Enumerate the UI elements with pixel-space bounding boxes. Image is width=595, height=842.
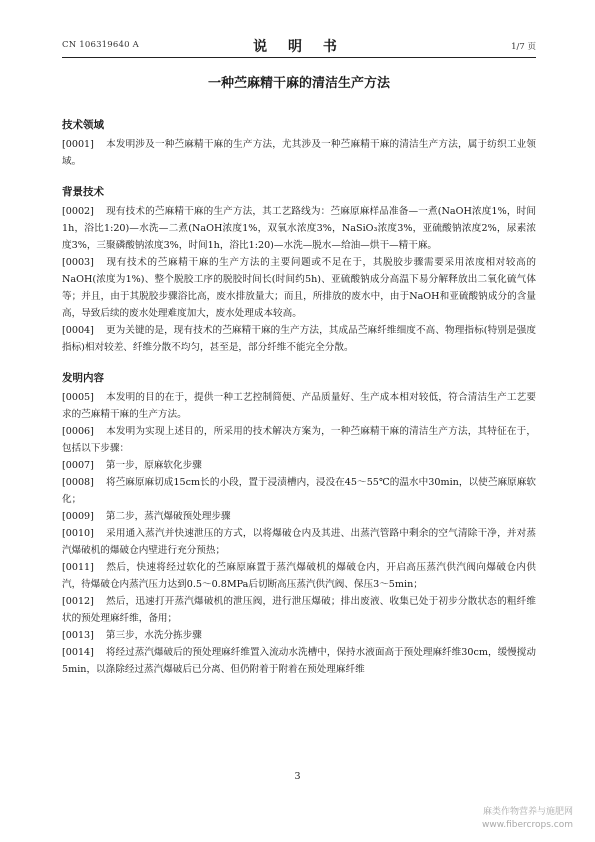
paragraph-number: [0013] [62,630,94,641]
paragraph [62,627,536,644]
paragraph-text: 更为关键的是，现有技术的苎麻精干麻的生产方法，其成品苎麻纤维细度不高、物理指标(特别是强度指标)相对较差、纤维分散不均匀，甚至是，部分纤维不能完全分散。 [62,325,536,353]
document-title: 一种苎麻精干麻的清洁生产方法 [207,76,390,91]
watermark-name: 麻类作物营养与施肥网 [482,807,573,817]
paragraph-number: [0005] [62,392,94,403]
paragraph-text: 第二步，蒸汽爆破预处理步骤 [105,511,231,522]
paragraph-number: [0004] [62,325,94,336]
paragraph-number: [0006] [62,426,94,437]
paragraph [62,136,536,170]
document-number: CN 106319640 A [62,40,139,50]
paragraph-number: [0008] [62,477,94,488]
watermark [482,806,573,832]
page-number: 3 [294,771,301,782]
paragraph [62,525,536,559]
paragraph [62,254,536,322]
paragraph-number: [0007] [62,460,94,471]
header-divider [62,57,536,58]
document-type: 说 明 书 [253,39,345,55]
paragraph [62,322,536,356]
section-heading: 发明内容 [62,372,104,384]
section-heading: 背景技术 [62,186,104,198]
paragraph-text: 将苎麻原麻切成15cm长的小段，置于浸渍槽内，浸没在45～55℃的温水中30min，以使苎麻原麻软化； [62,477,536,505]
paragraph [62,644,536,678]
watermark-url: www.fibercrops.com [482,820,573,830]
paragraph [62,559,536,593]
paragraph [62,423,536,457]
paragraph-text: 现有技术的苎麻精干麻的生产方法，其工艺路线为：苎麻原麻样品准备—一煮(NaOH浓度1%，时间1h，浴比1:20)—水洗—二煮(NaOH浓度1%，双氧水浓度3%，NaSiO₃浓度3%，亚硫酸钠浓度2%，尿素浓度3%，三聚磷酸钠浓度3%，时间1h，浴比1:20)—水洗—脱水—给油—烘干—精干麻。 [62,206,536,251]
paragraph-number: [0001] [62,139,94,150]
paragraph-text: 第三步，水洗分拣步骤 [105,630,202,641]
paragraph [62,508,536,525]
paragraph-number: [0012] [62,596,94,607]
paragraph-number: [0009] [62,511,94,522]
paragraph-text: 第一步，原麻软化步骤 [105,460,202,471]
paragraph [62,474,536,508]
paragraph-text: 现有技术的苎麻精干麻的生产方法的主要问题或不足在于，其脱胶步骤需要采用浓度相对较高的NaOH(浓度为1%)、整个脱胶工序的脱胶时间长(时间约5h)、亚硫酸钠成分高温下易分解释放出二氧化硫气体等；并且，由于其脱胶步骤浴比高，废水排放量大；而且，所排放的废水中，由于NaOH和亚硫酸钠成分的含量高，导致后续的废水处理难度加大，废水处理成本较高。 [62,257,536,319]
paragraph-text: 采用通入蒸汽并快速泄压的方式，以将爆破仓内及其进、出蒸汽管路中剩余的空气清除干净，并对蒸汽爆破机的爆破仓内壁进行充分预热； [62,528,536,556]
paragraph-number: [0014] [62,647,94,658]
paragraph-text: 本发明为实现上述目的，所采用的技术解决方案为，一种苎麻精干麻的清洁生产方法，其特征在于，包括以下步骤： [62,426,536,454]
page-header [62,38,536,54]
paragraph [62,457,536,474]
paragraph-text: 然后，迅速打开蒸汽爆破机的泄压阀，进行泄压爆破；排出废液、收集已处于初步分散状态的粗纤维状的预处理麻纤维，备用； [62,596,536,624]
page-indicator: 1/7 页 [511,42,536,52]
paragraph [62,389,536,423]
section-heading: 技术领域 [62,119,104,131]
paragraph-number: [0002] [62,206,94,217]
paragraph [62,593,536,627]
paragraph-number: [0011] [62,562,94,573]
document-body [62,72,536,678]
paragraph-text: 将经过蒸汽爆破后的预处理麻纤维置入流动水洗槽中，保持水液面高于预处理麻纤维30cm，缓慢搅动5min，以涤除经过蒸汽爆破后已分离、但仍附着于附着在预处理麻纤维 [62,647,536,675]
sections-container [62,117,536,678]
paragraph [62,203,536,254]
paragraph-text: 然后，快速将经过软化的苎麻原麻置于蒸汽爆破机的爆破仓内，开启高压蒸汽供汽阀向爆破仓内供汽，待爆破仓内蒸汽压力达到0.5～0.8MPa后切断高压蒸汽供汽阀、保压3～5min； [62,562,536,590]
paragraph-text: 本发明涉及一种苎麻精干麻的生产方法，尤其涉及一种苎麻精干麻的清洁生产方法，属于纺织工业领域。 [62,139,536,167]
paragraph-number: [0010] [62,528,94,539]
paragraph-text: 本发明的目的在于，提供一种工艺控制简便、产品质量好、生产成本相对较低，符合清洁生产工艺要求的苎麻精干麻的生产方法。 [62,392,536,420]
paragraph-number: [0003] [62,257,94,268]
